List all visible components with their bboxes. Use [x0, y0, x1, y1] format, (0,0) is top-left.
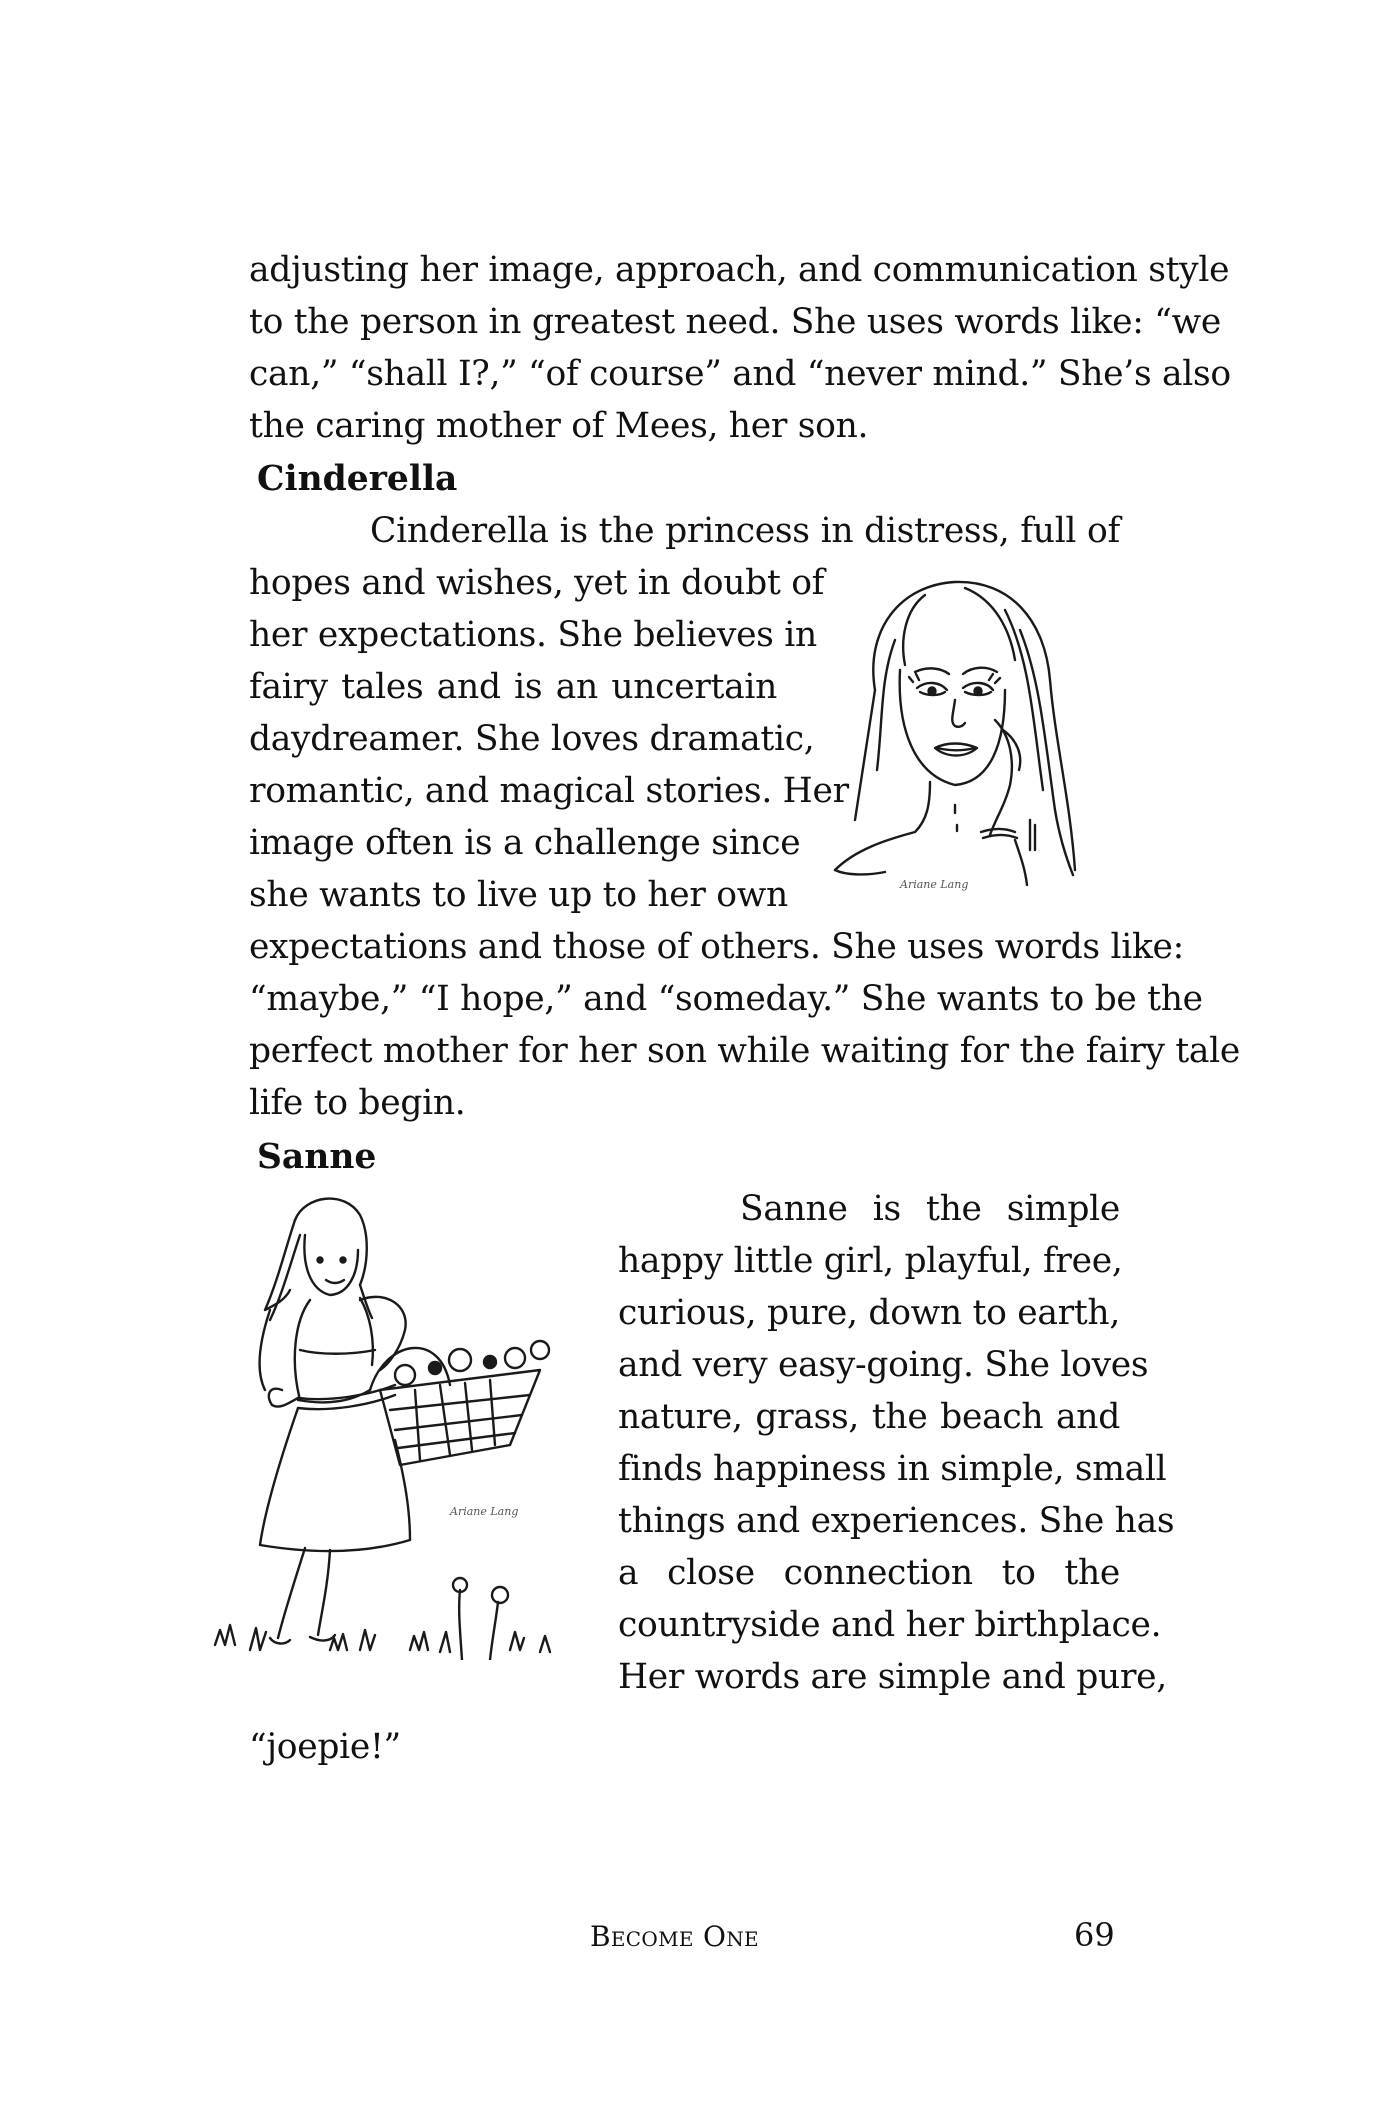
- sanne-girl-illustration: [210, 1190, 570, 1660]
- text-line: expectations and those of others. She uses words like:: [249, 927, 1184, 967]
- text-line: a close connection to the: [618, 1553, 1120, 1593]
- text-line: nature, grass, the beach and: [618, 1397, 1120, 1437]
- text-line: and very easy-going. She loves: [618, 1345, 1149, 1385]
- text-line: her expectations. She believes in: [249, 615, 817, 655]
- text-line: Cinderella is the princess in distress, full of: [370, 511, 1120, 551]
- text-line: romantic, and magical stories. Her: [249, 771, 849, 811]
- text-line: Sanne is the simple: [740, 1189, 1120, 1229]
- text-line: daydreamer. She loves dramatic,: [249, 719, 815, 759]
- text-line: the caring mother of Mees, her son.: [249, 406, 869, 446]
- text-line: happy little girl, playful, free,: [618, 1241, 1123, 1281]
- svg-text:Ariane Lang: Ariane Lang: [900, 878, 969, 891]
- text-line: hopes and wishes, yet in doubt of: [249, 563, 825, 603]
- text-line: “joepie!”: [249, 1727, 401, 1767]
- cinderella-portrait-illustration: [805, 570, 1085, 900]
- text-line: finds happiness in simple, small: [618, 1449, 1167, 1489]
- text-line: things and experiences. She has: [618, 1501, 1175, 1541]
- text-line: curious, pure, down to earth,: [618, 1293, 1120, 1333]
- text-line: Her words are simple and pure,: [618, 1657, 1167, 1697]
- page-number: 69: [1074, 1916, 1115, 1954]
- text-line: she wants to live up to her own: [249, 875, 788, 915]
- text-line: image often is a challenge since: [249, 823, 801, 863]
- section-heading-sanne: Sanne: [257, 1137, 377, 1177]
- text-line: to the person in greatest need. She uses words like: “we: [249, 302, 1221, 342]
- text-line: “maybe,” “I hope,” and “someday.” She wants to be the: [249, 979, 1203, 1019]
- section-heading-cinderella: Cinderella: [257, 459, 458, 499]
- text-line: adjusting her image, approach, and communication style: [249, 250, 1230, 290]
- text-line: life to begin.: [249, 1083, 466, 1123]
- text-line: perfect mother for her son while waiting for the fairy tale: [249, 1031, 1241, 1071]
- text-line: fairy tales and is an uncertain: [249, 667, 777, 707]
- text-line: countryside and her birthplace.: [618, 1605, 1162, 1645]
- svg-text:Ariane Lang: Ariane Lang: [450, 1505, 519, 1518]
- running-footer-title: Become One: [590, 1920, 759, 1953]
- text-line: can,” “shall I?,” “of course” and “never mind.” She’s also: [249, 354, 1231, 394]
